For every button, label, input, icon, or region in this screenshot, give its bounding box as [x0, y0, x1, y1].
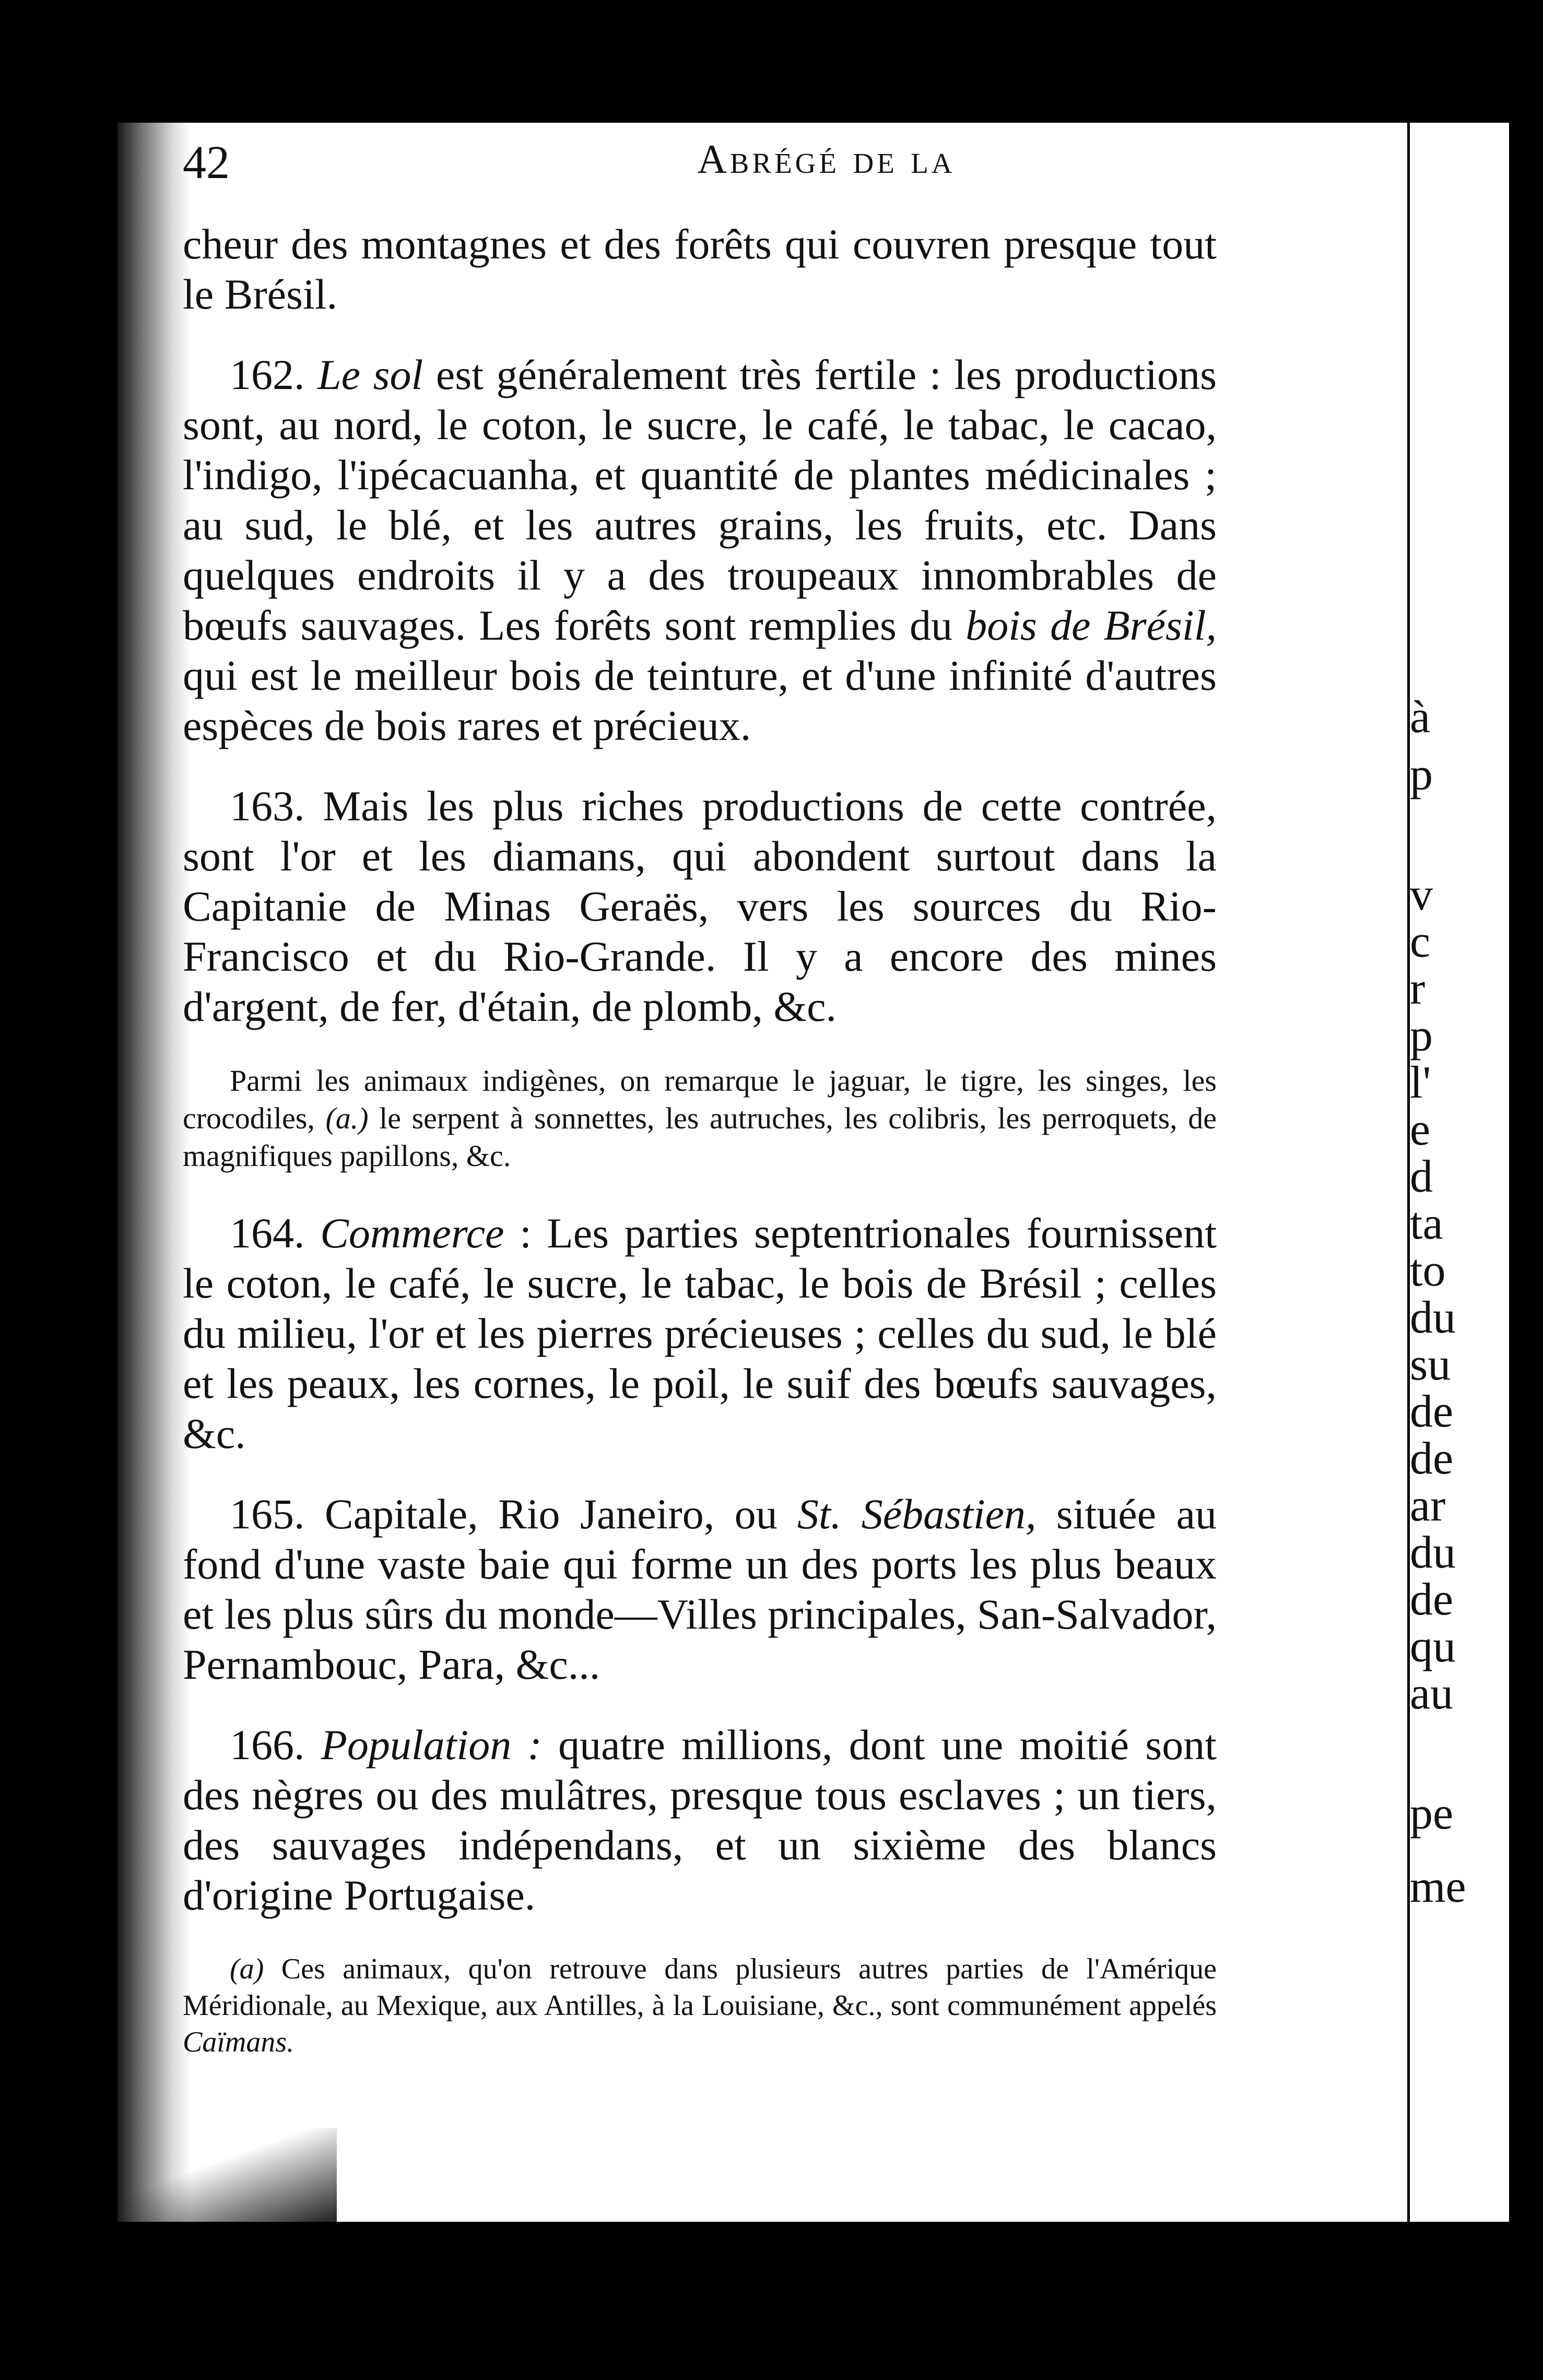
- paragraph-text: Mais les plus riches productions de cette contrée, sont l'or et les diamans, qui abondent surtout dans la Capitanie de Minas Geraës, vers les sources du Rio-Francisco et du Rio-Grande. Il y a encore des mines d'argent, de fer, d'étain, de plomb, &c.: [183, 782, 1217, 1030]
- paragraph-text: située au fond d'une vaste baie qui forme un des ports les plus beaux et les plus sûrs du monde—Villes principales, San-Salvador, Pernambouc, Para, &c...: [183, 1490, 1217, 1688]
- facing-page-fragment: pe: [1410, 1788, 1454, 1839]
- paragraph-166: [183, 1720, 1217, 1921]
- paragraph-lead: Population :: [321, 1721, 542, 1769]
- facing-page-fragment: su: [1410, 1339, 1451, 1390]
- gutter-shadow: [117, 123, 191, 2222]
- corner-shadow: [117, 2128, 337, 2222]
- facing-page-fragment: ar: [1410, 1480, 1446, 1531]
- paragraph-text: quatre millions, dont une moitié sont des nègres ou des mulâtres, presque tous esclaves ; un tiers, des sauvages indépendans, et un sixième des blancs d'origine Portugaise.: [183, 1721, 1217, 1919]
- paragraph-text: est généralement très fertile : les productions sont, au nord, le coton, le sucre, le café, le tabac, le cacao, l'indigo, l'ipécacuanha, et quantité de plantes médicinales ; au sud, le blé, et les autres grains, les fruits, etc. Dans quelques endroits il y a des troupeaux innombrables de bœufs sauvages. Les forêts sont remplies du: [183, 351, 1217, 649]
- paragraph-165: [183, 1489, 1217, 1690]
- facing-page-fragment: de: [1410, 1386, 1454, 1437]
- paragraph-lead: Commerce: [320, 1209, 504, 1257]
- facing-page-edge: [1410, 123, 1509, 2222]
- footnote-text: Ces animaux, qu'on retrouve dans plusieurs autres parties de l'Amérique Méridionale, au Mexique, aux Antilles, à la Louisiane, &c., sont communément appelés: [183, 1953, 1217, 2022]
- paragraph-number: 166.: [230, 1721, 305, 1769]
- paragraph-text: : Les parties septentrionales fournissent le coton, le café, le sucre, le tabac, le bois de Brésil ; celles du milieu, l'or et les pierres précieuses ; celles du sud, le blé et les peaux, les cornes, le poil, le suif des bœufs sauvages, &c.: [183, 1209, 1217, 1457]
- note-text: Parmi les animaux indigènes, on remarque le jaguar, le tigre, les singes, les crocodiles,: [183, 1064, 1217, 1135]
- paragraph-number: 164.: [230, 1209, 305, 1257]
- footnote: [183, 1951, 1217, 2060]
- paragraph-continued: cheur des montagnes et des forêts qui couvren presque tout le Brésil.: [183, 220, 1217, 318]
- emphasis: bois de Brésil,: [965, 602, 1217, 649]
- page-number: 42: [183, 137, 230, 188]
- facing-page-fragment: p: [1410, 1010, 1433, 1061]
- facing-page-fragment: e: [1410, 1104, 1431, 1155]
- emphasis: Caïmans.: [183, 2026, 295, 2058]
- paragraph-text: Capitale, Rio Janeiro, ou: [304, 1490, 798, 1538]
- facing-page-fragment: de: [1410, 1433, 1454, 1484]
- paragraph-number: 163.: [230, 782, 305, 830]
- facing-page-fragment: d: [1410, 1151, 1433, 1202]
- page-text: [183, 219, 1217, 2091]
- facing-page-fragment: au: [1410, 1668, 1454, 1719]
- facing-page-fragment: l': [1410, 1057, 1431, 1108]
- paragraph-163: [183, 781, 1217, 1032]
- paragraph-text: qui est le meilleur bois de teinture, et d'une infinité d'autres espèces de bois rares et précieux.: [183, 652, 1217, 749]
- paragraph-164: [183, 1208, 1217, 1459]
- emphasis: St. Sébastien,: [797, 1490, 1036, 1538]
- facing-page-fragment: c: [1410, 916, 1431, 967]
- facing-page-fragment: v: [1410, 869, 1433, 920]
- facing-page-fragment: r: [1410, 963, 1426, 1014]
- paragraph-162: [183, 350, 1217, 751]
- facing-page-fragment: à: [1410, 692, 1431, 743]
- facing-page-fragment: me: [1410, 1861, 1466, 1912]
- facing-page-fragment: du: [1410, 1527, 1456, 1578]
- note-animals: [183, 1062, 1217, 1175]
- running-title: Abrégé de la: [697, 136, 956, 182]
- facing-page-fragment: to: [1410, 1245, 1446, 1296]
- page-header: [183, 136, 1470, 198]
- facing-page-fragment: qu: [1410, 1621, 1456, 1672]
- paragraph-number: 165.: [230, 1490, 305, 1538]
- footnote-mark: (a): [230, 1953, 264, 1985]
- facing-page-fragment: ta: [1410, 1198, 1443, 1249]
- note-text: le serpent à sonnettes, les autruches, les colibris, les perroquets, de magnifiques papillons, &c.: [183, 1101, 1217, 1173]
- paragraph-lead: Le sol: [317, 351, 423, 398]
- facing-page-fragment: p: [1410, 749, 1433, 800]
- paragraph-number: 162.: [230, 351, 305, 398]
- facing-page-fragment: de: [1410, 1574, 1454, 1625]
- footnote-ref: (a.): [325, 1101, 369, 1135]
- facing-page-fragment: du: [1410, 1292, 1456, 1343]
